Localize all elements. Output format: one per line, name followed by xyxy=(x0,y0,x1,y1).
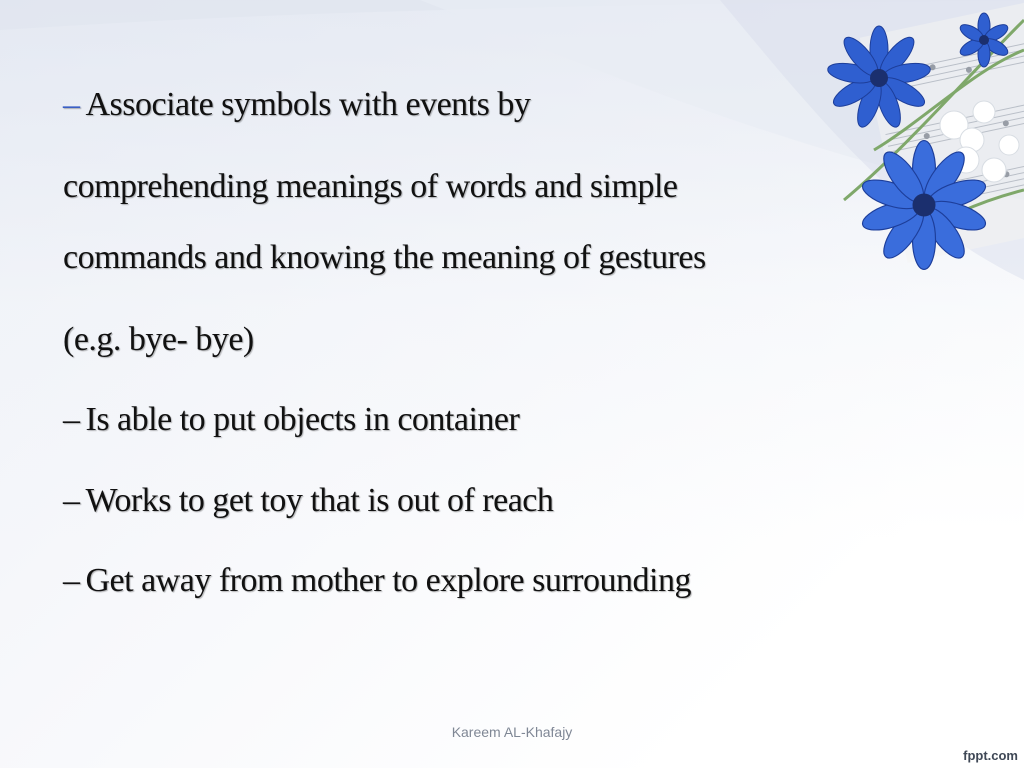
text-line-1 xyxy=(63,88,530,122)
line-text: Works to get toy that is out of reach xyxy=(85,482,554,519)
text-line-5 xyxy=(63,403,519,437)
text-line-6 xyxy=(63,484,553,518)
line-text: Is able to put objects in container xyxy=(85,401,520,438)
text-line-3 xyxy=(63,241,706,275)
footer-author: Kareem AL-Khafajy xyxy=(451,724,573,740)
bullet-dash: – xyxy=(63,86,80,123)
bullet-dash: – xyxy=(63,401,80,438)
blue-flower-bouquet-icon xyxy=(784,0,1024,330)
line-text: Associate symbols with events by xyxy=(85,86,531,123)
line-text: (e.g. bye- bye) xyxy=(63,321,254,358)
text-line-4 xyxy=(63,323,254,357)
line-text: comprehending meanings of words and simple xyxy=(63,168,678,205)
bullet-dash: – xyxy=(63,482,80,519)
text-line-7 xyxy=(63,564,691,598)
brand-logo-text: fppt.com xyxy=(963,748,1018,763)
line-text: commands and knowing the meaning of gestures xyxy=(63,239,706,276)
text-line-2 xyxy=(63,170,677,204)
bullet-dash: – xyxy=(63,562,80,599)
line-text: Get away from mother to explore surrounding xyxy=(85,562,691,599)
